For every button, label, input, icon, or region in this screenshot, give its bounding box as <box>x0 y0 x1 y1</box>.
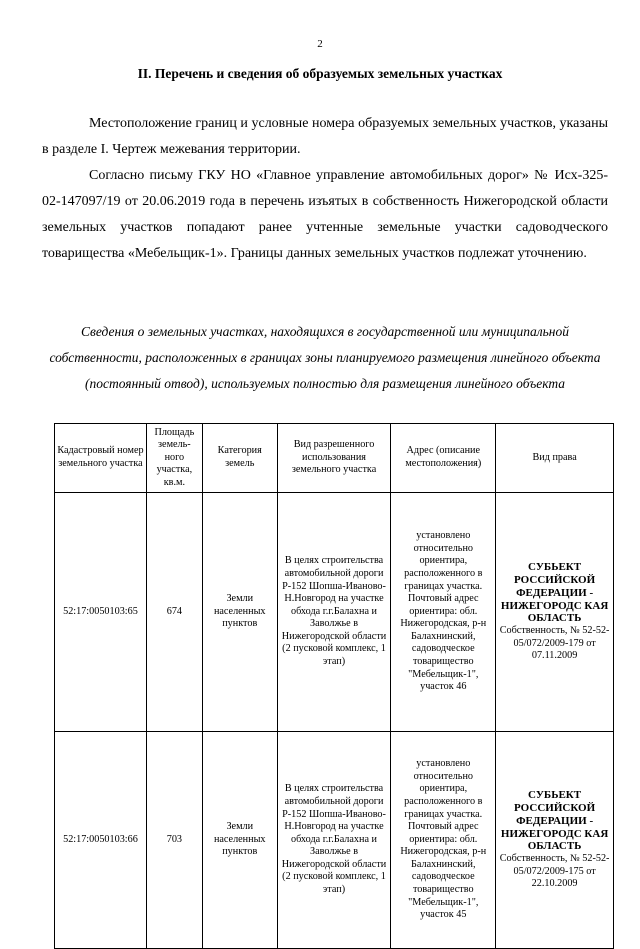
right-registration: Собственность, № 52-52-05/072/2009-179 от 07.11.2009 <box>499 625 610 662</box>
table-header-row <box>55 424 614 493</box>
cell-right <box>496 732 614 949</box>
header-category: Категория земель <box>202 424 277 493</box>
page-number: 2 <box>317 38 323 50</box>
cell-category: Земли населенных пунктов <box>202 493 277 732</box>
header-right: Вид права <box>496 424 614 493</box>
cell-cadastral: 52:17:0050103:66 <box>55 732 147 949</box>
cell-area: 703 <box>146 732 202 949</box>
paragraph-letter: Согласно письму ГКУ НО «Главное управление автомобильных дорог» № Исх-325-02-147097/19 от 20.06.2019 года в перечень изъятых в собственность Нижегородской области земельных участков попадают ранее учтенные земельные участки садоводческого товарищества «Мебельщик-1». Границы данных земельных участков подлежат уточнению. <box>42 168 608 261</box>
right-registration: Собственность, № 52-52-05/072/2009-175 от 22.10.2009 <box>499 853 610 890</box>
section-title: II. Перечень и сведения об образуемых земельных участках <box>137 66 503 81</box>
cell-cadastral: 52:17:0050103:65 <box>55 493 147 732</box>
table-row <box>55 732 614 949</box>
header-cadastral: Кадастровый номер земельного участка <box>55 424 147 493</box>
cell-right <box>496 493 614 732</box>
cell-address: установлено относительно ориентира, расположенного в границах участка. Почтовый адрес ориентира: обл. Нижегородская, р-н Балахнинский, садоводческое товарищество "Мебельщик-1", участок 45 <box>391 732 496 949</box>
cell-category: Земли населенных пунктов <box>202 732 277 949</box>
table-caption: Сведения о земельных участках, находящихся в государственной или муниципальной собственности, расположенных в границах зоны планируемого размещения линейного объекта (постоянный отвод), используемых полностью для размещения линейного объекта <box>49 324 601 391</box>
cell-area: 674 <box>146 493 202 732</box>
cell-use: В целях строительства автомобильной дороги Р-152 Шопша-Иваново-Н.Новгород на участке обхода г.г.Балахна и Заволжье в Нижегородской области (2 пусковой комплекс, 1 этап) <box>277 732 391 949</box>
cell-use: В целях строительства автомобильной дороги Р-152 Шопша-Иваново-Н.Новгород на участке обхода г.г.Балахна и Заволжье в Нижегородской области (2 пусковой комплекс, 1 этап) <box>277 493 391 732</box>
table-row <box>55 493 614 732</box>
right-holder: СУБЬЕКТ РОССИЙСКОЙ ФЕДЕРАЦИИ - НИЖЕГОРОДС КАЯ ОБЛАСТЬ <box>500 561 609 625</box>
paragraph-boundaries: Местоположение границ и условные номера образуемых земельных участков, указаны в разделе I. Чертеж межевания территории. <box>42 116 608 157</box>
land-plots-table <box>54 423 614 949</box>
header-use: Вид разрешенного использования земельного участка <box>277 424 391 493</box>
header-area: Площадь земель-ного участка, кв.м. <box>146 424 202 493</box>
cell-address: установлено относительно ориентира, расположенного в границах участка. Почтовый адрес ориентира: обл. Нижегородская, р-н Балахнинский, садоводческое товарищество "Мебельщик-1", участок 46 <box>391 493 496 732</box>
header-address: Адрес (описание местоположения) <box>391 424 496 493</box>
right-holder: СУБЬЕКТ РОССИЙСКОЙ ФЕДЕРАЦИИ - НИЖЕГОРОДС КАЯ ОБЛАСТЬ <box>500 789 609 853</box>
